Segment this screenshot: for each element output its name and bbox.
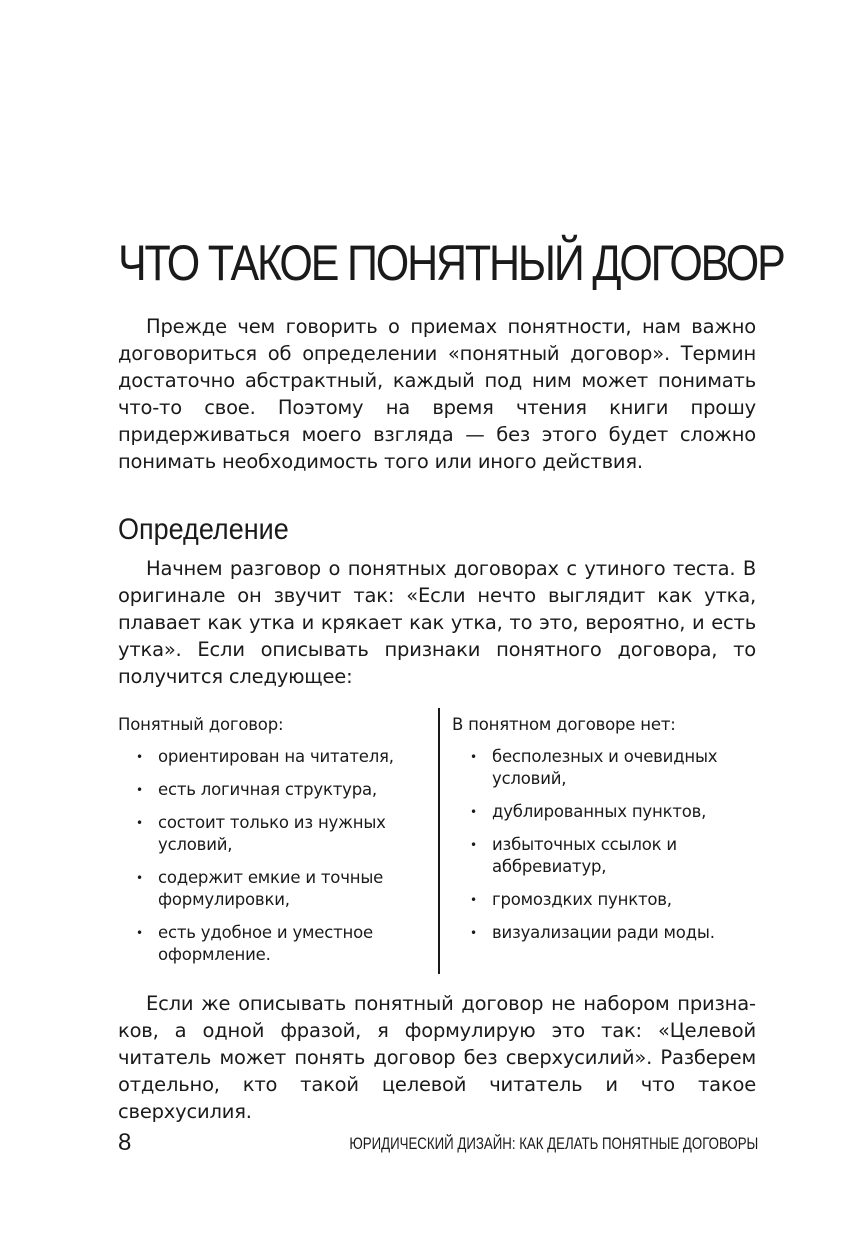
- list-item: • есть логичная структура,: [118, 779, 418, 801]
- list-heading: В понятном договоре нет:: [452, 715, 676, 734]
- definition-paragraph: Начнем разговор о понятных договорах с утиного теста. В оригинале он звучит так: «Если нечто выглядит как утка, плавает как утка и крякает как утка, то это, вероятно, и есть утка». Если описывать признаки понятного договора, то получится следующее:: [118, 557, 756, 688]
- list-item: • визуализации ради моды.: [452, 922, 758, 944]
- intro-paragraph: Прежде чем говорить о приемах понятности, нам важно договориться об определении «понятный договор». Термин достаточно абстрактный, каждый под ним может понимать что-то свое. Поэтому на время чтения книги прошу придерживаться моего взгляда — без этого будет сложно понимать необходимость того или иного действия.: [118, 315, 756, 473]
- list-item: • громоздких пунктов,: [452, 889, 758, 911]
- list-item: • бесполезных и очевидных условий,: [452, 746, 758, 790]
- section-title: Определение: [118, 513, 289, 546]
- list-item: • дублированных пунктов,: [452, 801, 758, 823]
- list-item: • есть удобное и уместное оформление.: [118, 922, 418, 966]
- column-divider: [438, 708, 440, 974]
- running-title: ЮРИДИЧЕСКИЙ ДИЗАЙН: КАК ДЕЛАТЬ ПОНЯТНЫЕ ДОГОВОРЫ: [349, 1134, 758, 1153]
- list-item: • избыточных ссылок и аббревиатур,: [452, 834, 758, 878]
- list-item: • ориентирован на читателя,: [118, 746, 418, 768]
- comparison-lists: [118, 708, 758, 974]
- page-number: 8: [118, 1129, 132, 1156]
- chapter-title: ЧТО ТАКОЕ ПОНЯТНЫЙ ДОГОВОР: [118, 235, 784, 291]
- list-understandable-contract-lacks: [452, 708, 758, 955]
- list-heading: Понятный договор:: [118, 715, 284, 734]
- page-footer: [118, 1128, 758, 1158]
- list-item: • состоит только из нужных условий,: [118, 812, 418, 856]
- list-understandable-contract: [118, 708, 418, 977]
- list-item: • содержит емкие и точные формулировки,: [118, 867, 418, 911]
- closing-paragraph: Если же описывать понятный договор не набором признаков, а одной фразой, я формулирую это так: «Целевой читатель может понять договор без сверхусилий». Разберем отдельно, кто такой целевой читатель и что такое сверхусилия.: [118, 992, 756, 1123]
